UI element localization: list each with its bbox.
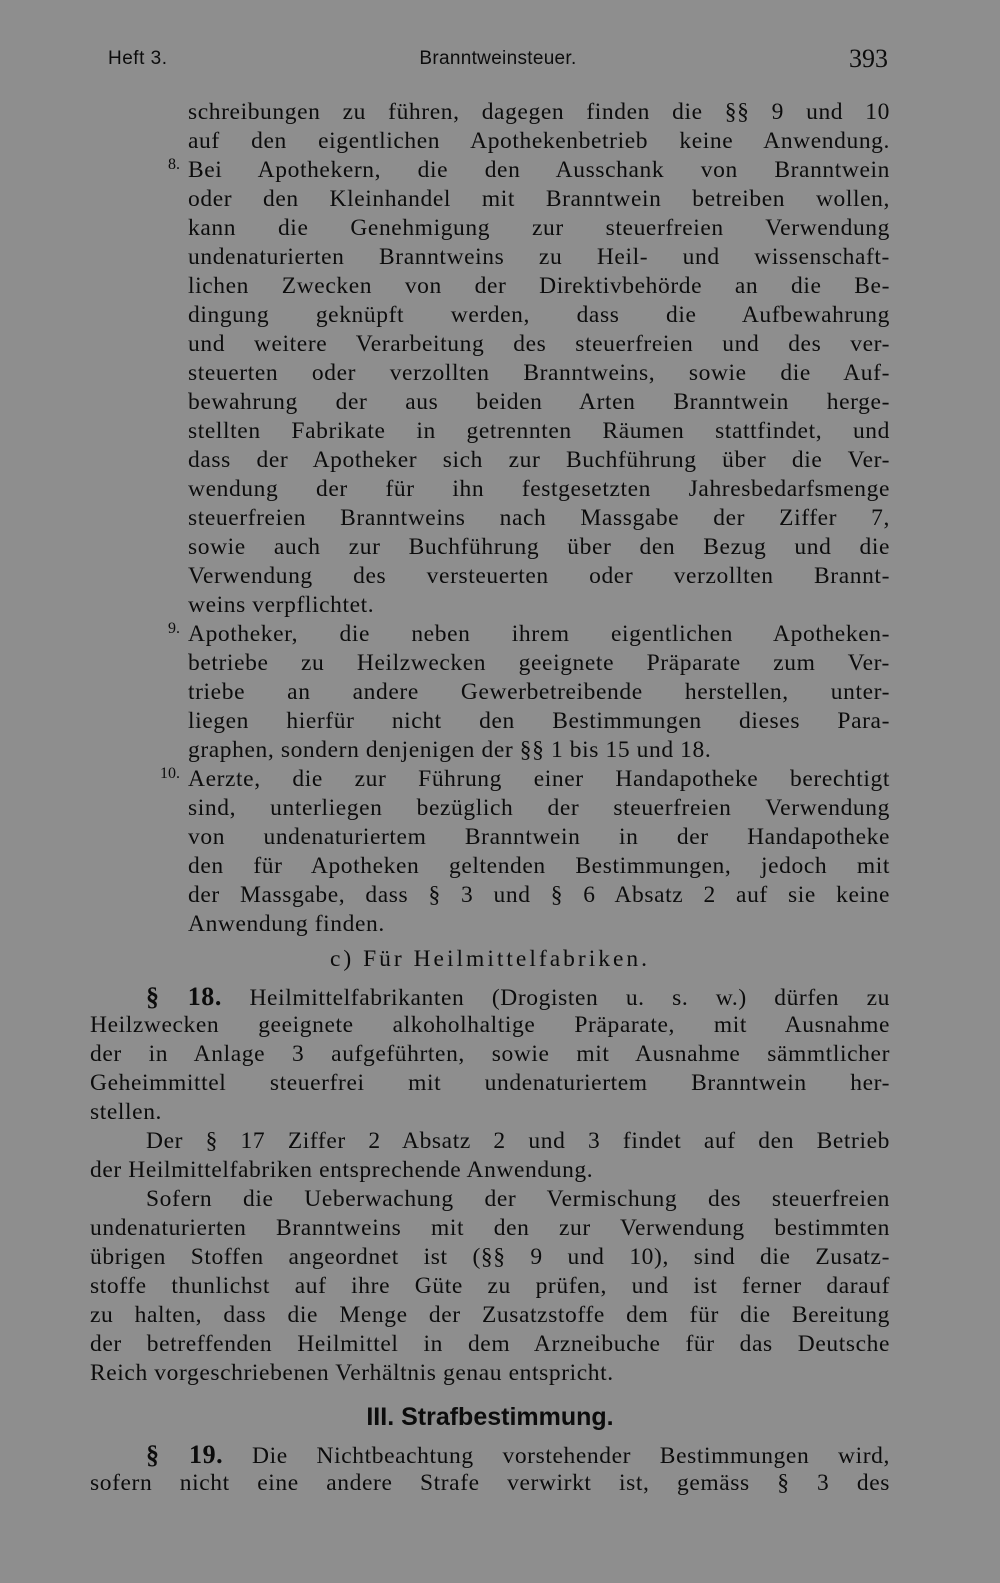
item-number: 9. [168,620,180,637]
text-line: stellen. [90,1099,163,1125]
text-line: Bei Apothekern, die den Ausschank von Branntwein [188,157,890,183]
text-line: Reich vorgeschriebenen Verhältnis genau entspricht. [90,1360,614,1386]
text-line: auf den eigentlichen Apothekenbetrieb keine Anwendung. [188,128,890,154]
text-line: graphen, sondern denjenigen der §§ 1 bis 15 und 18. [188,737,712,763]
text-line: sind, unterliegen bezüglich der steuerfreien Verwendung [188,795,890,821]
text-line: übrigen Stoffen angeordnet ist (§§ 9 und 10), sind die Zusatz- [90,1244,890,1270]
text-line: lichen Zwecken von der Direktivbehörde an die Be- [188,273,890,299]
section-heading: III. Strafbestimmung. [366,1403,614,1431]
text-line: Apotheker, die neben ihrem eigentlichen Apotheken- [188,621,890,647]
text-line: Geheimmittel steuerfrei mit undenaturiertem Branntwein her- [90,1070,890,1096]
text-line: steuerten oder verzollten Branntweins, sowie die Auf- [188,360,890,386]
text-line: weins verpflichtet. [188,592,375,618]
text-line: kann die Genehmigung zur steuerfreien Verwendung [188,215,890,241]
text-line: dass der Apotheker sich zur Buchführung über die Ver- [188,447,890,473]
text-line: Anwendung finden. [188,911,385,937]
text-line: dingung geknüpft werden, dass die Aufbewahrung [188,302,890,328]
section-19-symbol: § 19. [146,1440,224,1469]
text-line: schreibungen zu führen, dagegen finden die §§ 9 und 10 [188,99,890,125]
text-line: liegen hierfür nicht den Bestimmungen dieses Para- [188,708,890,734]
text-line: sofern nicht eine andere Strafe verwirkt ist, gemäss § 3 des [90,1470,890,1496]
list-item-8 [90,156,890,620]
text-line: zu halten, dass die Menge der Zusatzstoffe dem für die Bereitung [90,1302,890,1328]
text-line: stoffe thunlichst auf ihre Güte zu prüfen, und ist ferner darauf [90,1273,890,1299]
text-line: Verwendung des versteuerten oder verzollten Brannt- [188,563,890,589]
item-number: 8. [168,156,180,173]
text-line: stellten Fabrikate in getrennten Räumen stattfindet, und [188,418,890,444]
section-subheading: c) Für Heilmittelfabriken. [329,946,651,972]
text-line: wendung der für ihn festgesetzten Jahresbedarfsmenge [188,476,890,502]
text-line: Der § 17 Ziffer 2 Absatz 2 und 3 findet auf den Betrieb [146,1128,890,1154]
text-line: den für Apotheken geltenden Bestimmungen, jedoch mit [188,853,890,879]
text-line: betriebe zu Heilzwecken geeignete Präparate zum Ver- [188,650,890,676]
paragraph-18-first-line [90,982,890,1011]
running-header [108,44,888,78]
text-span: Die Nichtbeachtung vorstehender Bestimmungen wird, [252,1443,890,1469]
text-line: steuerfreien Branntweins nach Massgabe der Ziffer 7, [188,505,890,531]
text-line: der in Anlage 3 aufgeführten, sowie mit Ausnahme sämmtlicher [90,1041,890,1067]
section-18-symbol: § 18. [146,982,222,1011]
text-line: Aerzte, die zur Führung einer Handapotheke berechtigt [188,766,890,792]
text-line: der Massgabe, dass § 3 und § 6 Absatz 2 auf sie keine [188,882,890,908]
text-line: triebe an andere Gewerbetreibende herstellen, unter- [188,679,890,705]
text-line: der Heilmittelfabriken entsprechende Anwendung. [90,1157,594,1183]
paragraph-19-first-line [90,1440,890,1469]
text-line: von undenaturiertem Branntwein in der Handapotheke [188,824,890,850]
text-line: undenaturierten Branntweins mit den zur Verwendung bestimmten [90,1215,890,1241]
text-line: Sofern die Ueberwachung der Vermischung des steuerfreien [146,1186,890,1212]
page-number: 393 [849,44,888,73]
list-item-10 [90,765,890,939]
text-line: der betreffenden Heilmittel in dem Arzneibuche für das Deutsche [90,1331,890,1357]
text-line: bewahrung der aus beiden Arten Branntwein herge- [188,389,890,415]
text-line: Heilzwecken geeignete alkoholhaltige Präparate, mit Ausnahme [90,1012,890,1038]
text-line: sowie auch zur Buchführung über den Bezug und die [188,534,890,560]
list-item-9 [90,620,890,765]
text-line: und weitere Verarbeitung des steuerfreien und des ver- [188,331,890,357]
text-line: undenaturierten Branntweins zu Heil- und wissenschaft- [188,244,890,270]
text-span: Heilmittelfabrikanten (Drogisten u. s. w.) dürfen zu [249,985,891,1011]
running-title: Branntweinsteuer. [419,48,577,69]
body-text [90,98,890,1498]
text-line: oder den Kleinhandel mit Branntwein betreiben wollen, [188,186,890,212]
issue-label: Heft 3. [108,48,168,69]
item-number: 10. [160,765,180,782]
